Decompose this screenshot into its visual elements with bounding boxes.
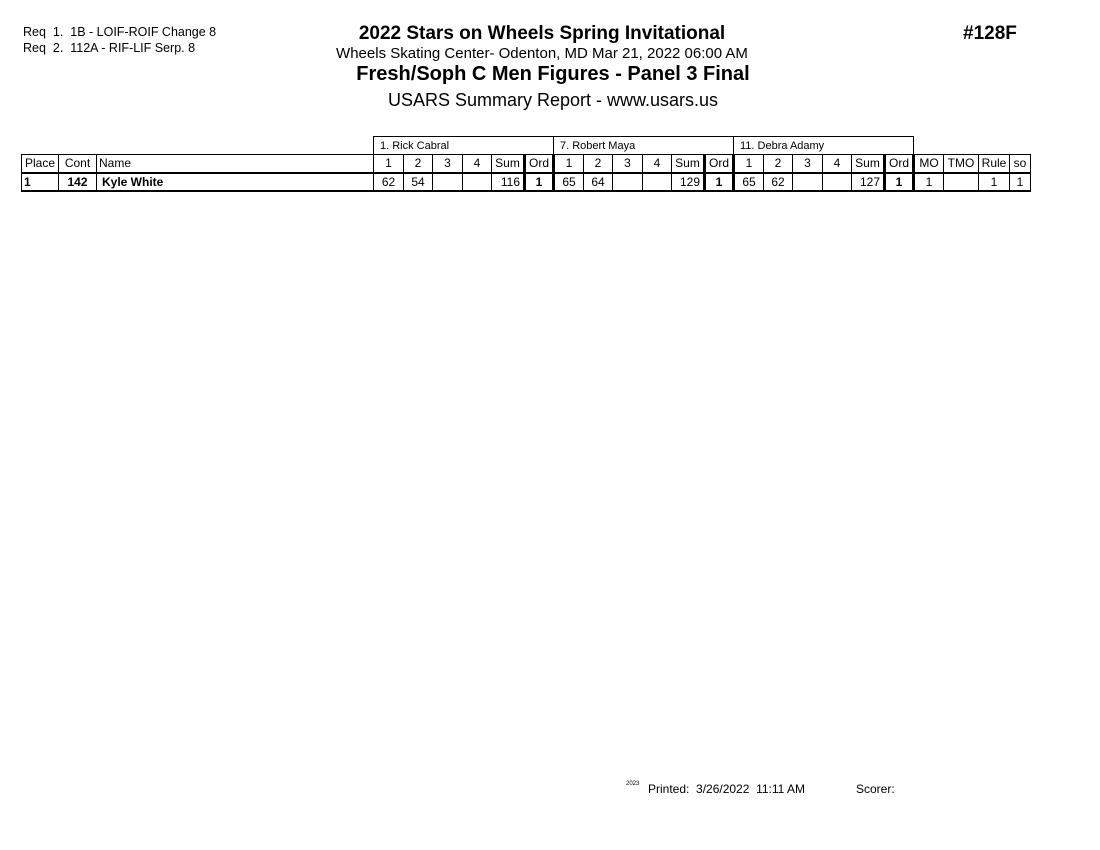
- requirement-2: Req 2. 112A - RIF-LIF Serp. 8: [23, 41, 196, 55]
- sum-cell: 116: [492, 173, 525, 191]
- requirement-1: Req 1. 1B - LOIF-ROIF Change 8: [23, 25, 217, 39]
- ordinal-cell: 1: [885, 173, 914, 191]
- sum-cell: 127: [852, 173, 885, 191]
- col-sum: Sum: [852, 155, 885, 173]
- col-fig2: 2: [584, 155, 613, 173]
- mo-cell: 1: [914, 173, 944, 191]
- judge-name: 1. Rick Cabral: [374, 137, 554, 155]
- col-name: Name: [97, 155, 374, 173]
- report-subtitle: USARS Summary Report - www.usars.us: [387, 90, 719, 110]
- score-cell: [793, 173, 823, 191]
- col-ord: Ord: [705, 155, 734, 173]
- ordinal-cell: 1: [705, 173, 734, 191]
- skater-name: Kyle White: [97, 173, 374, 191]
- score-cell: [643, 173, 672, 191]
- judge-header-row: [22, 137, 1031, 155]
- col-fig1: 1: [554, 155, 584, 173]
- col-ord: Ord: [885, 155, 914, 173]
- event-number: #128F: [963, 23, 1017, 44]
- col-fig2: 2: [404, 155, 433, 173]
- col-fig1: 1: [734, 155, 764, 173]
- col-tmo: TMO: [944, 155, 979, 173]
- results-table: [21, 136, 1031, 192]
- ordinal-cell: 1: [525, 173, 554, 191]
- printed-timestamp: Printed: 3/26/2022 11:11 AM: [648, 782, 805, 796]
- col-so: so: [1010, 155, 1031, 173]
- col-mo: MO: [914, 155, 944, 173]
- score-cell: 54: [404, 173, 433, 191]
- judge-name: 11. Debra Adamy: [734, 137, 914, 155]
- sum-cell: 129: [672, 173, 705, 191]
- col-fig4: 4: [643, 155, 672, 173]
- scorer-label: Scorer:: [856, 782, 895, 796]
- score-cell: [463, 173, 492, 191]
- score-cell: 62: [764, 173, 793, 191]
- column-header-row: [22, 155, 1031, 173]
- venue-date-line: Wheels Skating Center- Odenton, MD Mar 21, 2022 06:00 AM: [336, 45, 748, 62]
- so-cell: 1: [1010, 173, 1031, 191]
- score-cell: [823, 173, 852, 191]
- col-fig1: 1: [374, 155, 404, 173]
- col-fig4: 4: [823, 155, 852, 173]
- place-cell: 1: [22, 173, 59, 191]
- score-cell: [433, 173, 463, 191]
- judge-name: 7. Robert Maya: [554, 137, 734, 155]
- col-rule: Rule: [979, 155, 1010, 173]
- col-fig4: 4: [463, 155, 492, 173]
- score-cell: [613, 173, 643, 191]
- score-cell: 65: [734, 173, 764, 191]
- rule-cell: 1: [979, 173, 1010, 191]
- col-sum: Sum: [492, 155, 525, 173]
- footer-mark: 2023: [626, 781, 640, 787]
- col-place: Place: [22, 155, 59, 173]
- event-title: Fresh/Soph C Men Figures - Panel 3 Final: [356, 63, 750, 85]
- col-fig3: 3: [433, 155, 463, 173]
- tmo-cell: [944, 173, 979, 191]
- col-cont: Cont: [59, 155, 97, 173]
- col-fig3: 3: [793, 155, 823, 173]
- score-cell: 65: [554, 173, 584, 191]
- col-fig3: 3: [613, 155, 643, 173]
- score-cell: 64: [584, 173, 613, 191]
- col-ord: Ord: [525, 155, 554, 173]
- col-sum: Sum: [672, 155, 705, 173]
- score-cell: 62: [374, 173, 404, 191]
- table-row: [22, 173, 1031, 191]
- col-fig2: 2: [764, 155, 793, 173]
- contestant-number: 142: [59, 173, 97, 191]
- competition-title: 2022 Stars on Wheels Spring Invitational: [358, 23, 726, 44]
